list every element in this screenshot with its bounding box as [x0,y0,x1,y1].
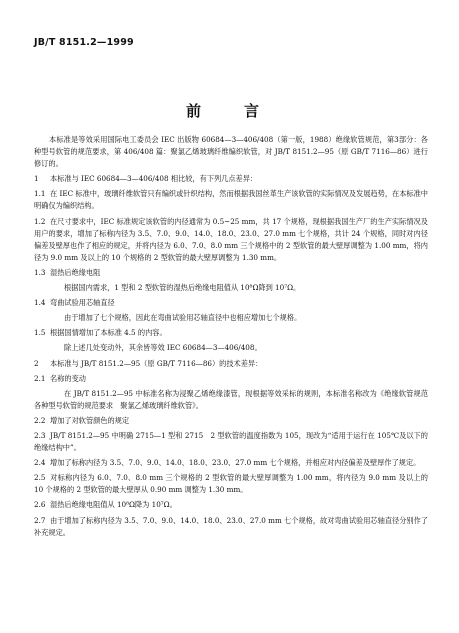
page-title: 前 言 [185,102,273,120]
paragraph-text: 增加了对软管颜色的规定 [50,415,130,425]
paragraph [34,173,428,185]
paragraph-text: 根据国情增加了本标准 4.5 的内容。 [50,328,167,338]
paragraph-text: 湿热后绝缘电阻值从 10⁸Ω降为 10⁷Ω。 [50,500,177,510]
paragraph [34,327,428,339]
paragraph-text: 根据国内需求，1 型和 2 型软管的湿热后绝缘电阻值从 10⁸Ω降到 10⁷Ω。 [64,283,301,293]
paragraph [34,457,428,469]
clause-number: 1.3 [34,267,46,277]
clause-number: 2 [34,358,39,368]
paragraph [34,373,428,385]
paragraph [34,297,428,309]
paragraph-text: 本标准与 IEC 60684—3—406/408 相比较，有下列几点差异： [50,174,258,184]
paragraph-text: 名称的变动 [50,373,86,383]
paragraph [34,430,428,454]
paragraph-text: 弯曲试验用芯轴直径 [50,298,115,308]
clause-number: 1 [34,174,39,184]
paragraph [34,515,428,539]
paragraph [34,342,428,354]
standard-code: JB/T 8151.2—1999 [34,37,134,48]
paragraph [34,216,428,264]
paragraph-text: 本标准是等效采用国际电工委员会 IEC 出版物 60684—3—406/408（第一版，1988）绝缘软管规范，第3部分：各种型号软管的规范要求，第 406/408 篇：聚氯乙烯玻璃纤维编织软管，对 JB/T 8151.2—95（原 GB/T 7116—86）进行修订的。 [34,135,428,169]
paragraph-text: 在 IEC 标准中，玻璃纤维软管只有编织或针织结构，然而根据我国丝革生产该软管的实际情况及发展趋势，在本标准中明确仅为编织结构。 [34,189,428,211]
clause-number: 2.3 [34,430,46,440]
clause-number: 1.4 [34,298,46,308]
paragraph-text: 在 JB/T 8151.2—95 中标准名称为浸聚乙烯绝缘漆管，现根据等效采标的规则，本标准名称改为《绝缘软管规范 各种型号软管的规范要求 聚氯乙烯玻璃纤维软管》。 [34,388,436,410]
clause-number: 2.5 [34,473,46,483]
paragraph [34,188,428,212]
paragraph [34,312,428,324]
clause-number: 1.1 [34,189,46,199]
clause-number: 2.1 [34,373,46,383]
paragraph [34,415,428,427]
paragraph-text: JB/T 8151.2—95 中明确 2715—1 型和 2715 2 型软管的温度指数为 105，现改为“适用于运行在 105℃及以下的绝缘结构中”。 [34,430,428,453]
paragraph [34,267,428,279]
clause-number: 1.2 [34,216,46,226]
clause-number: 2.2 [34,415,46,425]
paragraph-text: 湿热后绝缘电阻 [50,267,101,277]
clause-number: 2.7 [34,515,46,525]
paragraph-text: 对标称内径为 6.0、7.0、8.0 mm 三个规格的 2 型软管的最大壁厚调整为 1.00 mm，将内径为 9.0 mm 及以上的 10 个规格的 2 型软管的最大壁厚从 0.90 mm 调整为 1.30 mm。 [34,473,428,495]
paragraph [34,388,436,412]
paragraph [34,358,428,370]
paragraph [34,472,428,496]
paragraph-text: 本标准与 JB/T 8151.2—95（原 GB/T 7116—86）的技术差异： [50,358,263,368]
paragraph-text: 增加了标称内径为 3.5、7.0、9.0、14.0、18.0、23.0、27.0 mm 七个规格，并相应对内径偏差及壁厚作了规定。 [50,458,421,468]
paragraph-text: 由于增加了标称内径为 3.5、7.0、9.0、14.0、18.0、23.0、27.0 mm 七个规格，故对弯曲试验用芯轴直径分别作了补充规定。 [34,515,428,537]
clause-number: 1.5 [34,328,46,338]
paragraph [34,499,428,511]
paragraph [34,134,428,170]
clause-number: 2.4 [34,458,46,468]
paragraph-text: 除上述几处变动外，其余皆等效 IEC 60684—3—406/408。 [64,343,262,353]
paragraph [34,282,428,294]
clause-number: 2.6 [34,500,46,510]
paragraph-text: 由于增加了七个规格，因此在弯曲试验用芯轴直径中也相应增加七个规格。 [64,313,302,323]
document-body [34,134,436,542]
paragraph-text: 在尺寸要求中，IEC 标准规定该软管的内径通常为 0.5~25 mm，共 17 个规格，现根据我国生产厂的生产实际情况及用户的要求，增加了标称内径为 3.5、7.0、9.0、14.0、18.0、23.0、27.0 mm 七个规格，共计 24 个规格，同时对内径偏差及壁厚也作了相应的规定，并将内径为 6.0、7.0、8.0 mm 三个规格中的 2 型软管的最大壁厚调整为 1.00 mm，将内径为 9.0 mm 及以上的 10 个规格的 2 型软管的最大壁厚调整为 1.30 mm。 [34,216,428,262]
